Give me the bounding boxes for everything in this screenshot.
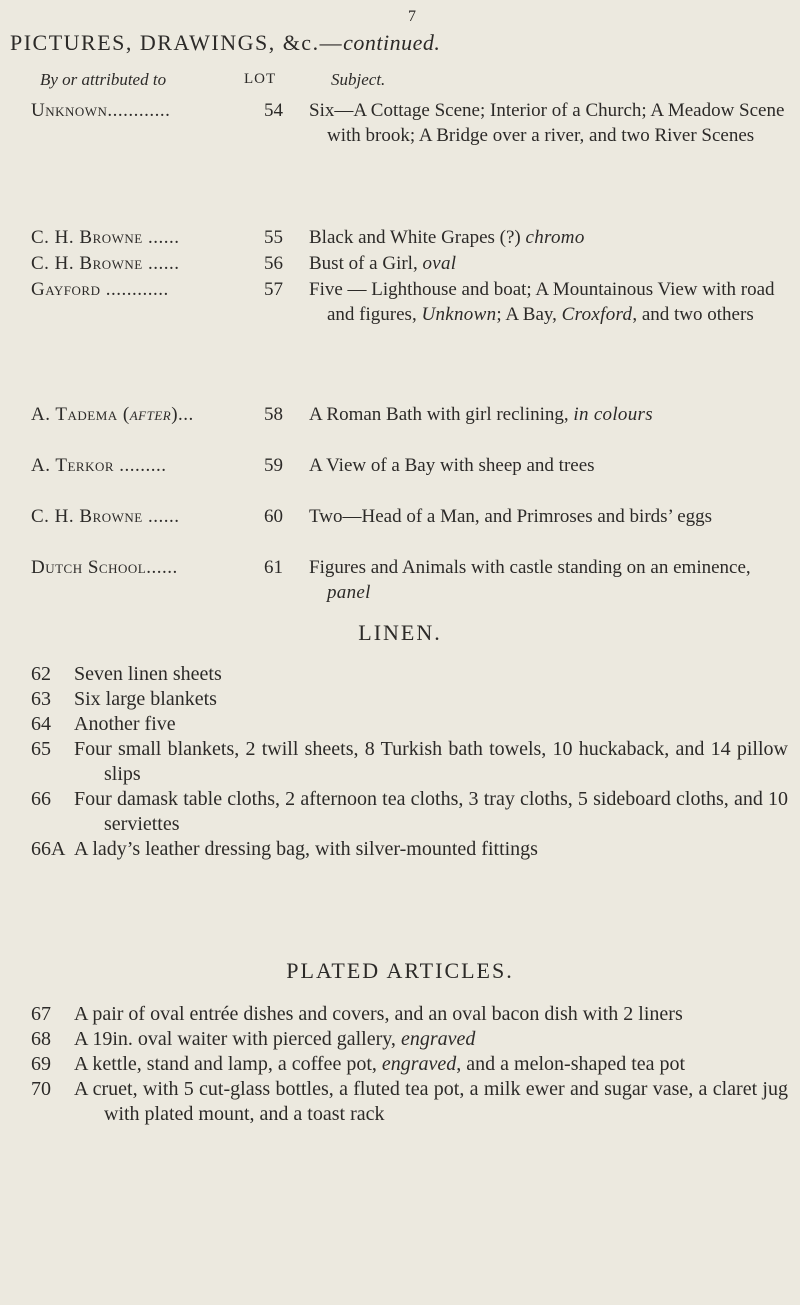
- lot-description: A pair of oval entrée dishes and covers, and an oval bacon dish with 2 liners: [74, 1003, 683, 1025]
- lot-item: [0, 687, 800, 712]
- picture-subject-tail: ; A Bay,: [496, 304, 562, 325]
- lot-description: Four small blankets, 2 twill sheets, 8 Turkish bath towels, 10 huckaback, and 14 pillow slips: [74, 738, 788, 785]
- picture-row: [0, 277, 800, 402]
- picture-artist: Dutch School......: [31, 557, 178, 578]
- picture-row: [0, 504, 800, 555]
- pictures-table: [0, 98, 800, 606]
- picture-subject-emph: Croxford: [561, 304, 633, 325]
- picture-artist: [31, 402, 194, 427]
- picture-subject-emph: panel: [327, 582, 371, 603]
- picture-lot: 61: [264, 557, 283, 578]
- picture-artist: C. H. Browne ......: [31, 506, 180, 527]
- running-head: [10, 30, 790, 56]
- lot-item: [0, 737, 800, 787]
- running-head-continued: continued.: [343, 30, 441, 55]
- picture-artist: C. H. Browne ......: [31, 253, 180, 274]
- picture-subject: [309, 402, 787, 427]
- lot-item: [0, 662, 800, 687]
- lot-number: 66: [31, 788, 51, 810]
- header-lot: LOT: [244, 71, 277, 87]
- picture-row: [0, 453, 800, 504]
- lot-description: Six large blankets: [74, 688, 217, 710]
- picture-artist: Unknown............: [31, 100, 171, 121]
- lot-item: [0, 1077, 800, 1127]
- picture-subject: A View of a Bay with sheep and trees: [309, 455, 595, 476]
- lot-description-emph: engraved: [400, 1028, 476, 1050]
- picture-lot: 59: [264, 455, 283, 476]
- lot-description-text: A 19in. oval waiter with pierced gallery,: [74, 1028, 401, 1050]
- linen-section-title: LINEN.: [358, 620, 442, 645]
- picture-subject-text: A Roman Bath with girl reclining,: [309, 404, 574, 425]
- lot-description: A cruet, with 5 cut-glass bottles, a fluted tea pot, a milk ewer and sugar vase, a claret jug with plated mount, and a toast rack: [74, 1078, 788, 1125]
- header-subject: Subject.: [331, 70, 386, 89]
- picture-subject: Six—A Cottage Scene; Interior of a Church; A Meadow Scene with brook; A Bridge over a river, and two River Scenes: [309, 100, 785, 146]
- header-attributed: By or attributed to: [40, 70, 167, 89]
- lot-description-emph: engraved: [381, 1053, 457, 1075]
- lot-item: [0, 1052, 800, 1077]
- picture-subject-text: Bust of a Girl,: [309, 253, 423, 274]
- picture-row: [0, 402, 800, 453]
- page-number: 7: [408, 8, 416, 25]
- lot-item: [0, 1002, 800, 1027]
- lot-number: 67: [31, 1003, 51, 1025]
- picture-subject-emph: chromo: [525, 227, 585, 248]
- lot-number: 64: [31, 713, 51, 735]
- picture-subject-text: Figures and Animals with castle standing on an eminence,: [309, 557, 751, 578]
- picture-subject: [309, 225, 787, 250]
- lot-description: [74, 1052, 788, 1077]
- picture-subject-tail: , and two others: [632, 304, 754, 325]
- picture-row: [0, 555, 800, 606]
- plated-lots: [0, 1002, 800, 1127]
- lot-item: [0, 712, 800, 737]
- picture-subject-text: Five — Lighthouse and boat; A Mountainous View with road and figures,: [309, 279, 775, 325]
- picture-row: [0, 98, 800, 225]
- lot-number: 69: [31, 1053, 51, 1075]
- lot-description: Seven linen sheets: [74, 663, 222, 685]
- picture-artist: C. H. Browne ......: [31, 227, 180, 248]
- lot-description-text: A kettle, stand and lamp, a coffee pot,: [74, 1053, 382, 1075]
- lot-number: 63: [31, 688, 51, 710]
- picture-artist-text: A. Tadema (: [31, 404, 130, 425]
- lot-description: A lady’s leather dressing bag, with silver-mounted fittings: [74, 838, 538, 860]
- picture-subject-emph: in colours: [573, 404, 653, 425]
- picture-subject: Two—Head of a Man, and Primroses and birds’ eggs: [309, 506, 713, 527]
- picture-subject-text: Black and White Grapes (?): [309, 227, 526, 248]
- plated-section-title: PLATED ARTICLES.: [286, 958, 514, 983]
- picture-artist: Gayford ............: [31, 279, 169, 300]
- column-headers: [0, 70, 800, 96]
- lot-description: [74, 1027, 788, 1052]
- picture-artist-tail: )...: [171, 404, 194, 425]
- lot-description: Another five: [74, 713, 176, 735]
- lot-item: [0, 1027, 800, 1052]
- lot-item: [0, 837, 800, 862]
- lot-number: 66A: [31, 838, 66, 860]
- picture-subject: [309, 555, 787, 605]
- picture-subject: [309, 251, 787, 276]
- running-head-title: PICTURES, DRAWINGS, &c.—: [10, 30, 344, 55]
- picture-lot: 60: [264, 506, 283, 527]
- picture-row: [0, 251, 800, 277]
- picture-subject: [309, 277, 787, 327]
- lot-description: Four damask table cloths, 2 afternoon tea cloths, 3 tray cloths, 5 sideboard cloths, and 10 serviettes: [74, 788, 788, 835]
- picture-artist: A. Terkor .........: [31, 455, 167, 476]
- picture-lot: 56: [264, 253, 283, 274]
- picture-lot: 54: [264, 100, 283, 121]
- lot-number: 68: [31, 1028, 51, 1050]
- picture-lot: 55: [264, 227, 283, 248]
- picture-subject-emph: Unknown: [421, 304, 497, 325]
- lot-description-tail: , and a melon-shaped tea pot: [456, 1053, 686, 1075]
- linen-lots: [0, 662, 800, 862]
- picture-lot: 57: [264, 279, 283, 300]
- lot-number: 70: [31, 1078, 51, 1100]
- lot-number: 65: [31, 738, 51, 760]
- picture-subject-emph: oval: [422, 253, 457, 274]
- picture-lot: 58: [264, 404, 283, 425]
- lot-number: 62: [31, 663, 51, 685]
- picture-artist-emph: after: [129, 404, 172, 425]
- lot-item: [0, 787, 800, 837]
- picture-row: [0, 225, 800, 251]
